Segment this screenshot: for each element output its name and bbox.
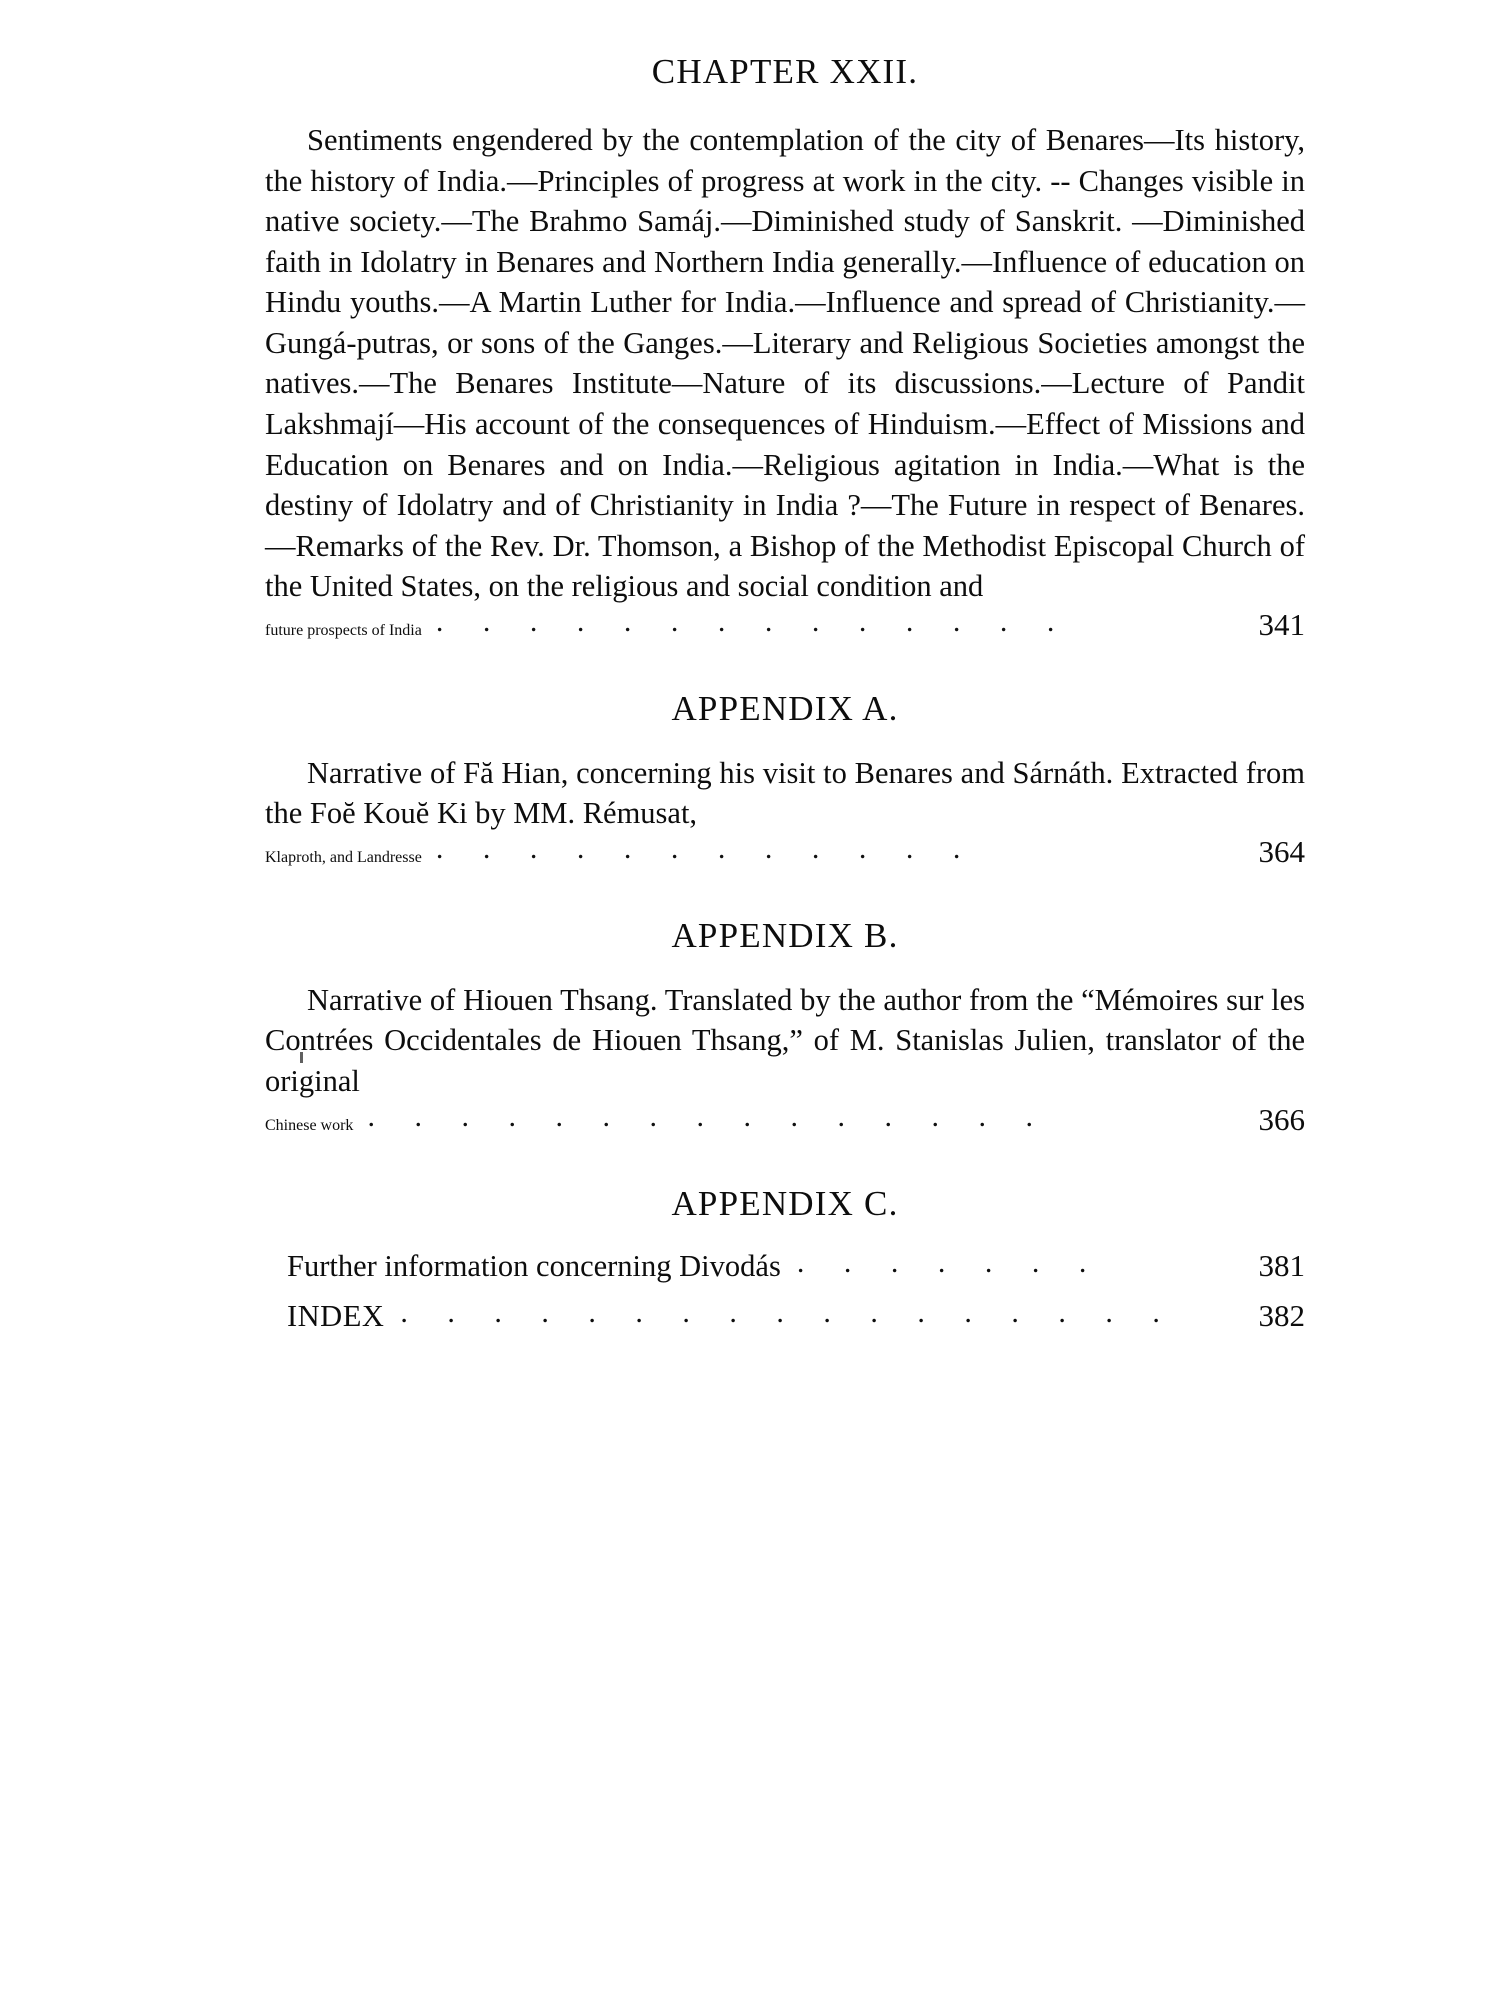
chapter-heading: CHAPTER XXII. (651, 52, 919, 91)
appendix-c-row-text: Further information concerning Divodás (287, 1248, 781, 1283)
appendix-a-text: Narrative of Fă Hian, concerning his visit to Benares and Sárnáth. Extracted from the Foĕ Kouĕ Ki by MM. Rémusat, (265, 755, 1305, 831)
appendix-c-row-page-number: 381 (1258, 1247, 1305, 1283)
chapter-entry-text: Sentiments engendered by the contemplation of the city of Benares—Its history, the history of India.—Principles of progress at work in the city. -- Changes visible in native society.—The Brahmo Samáj.—Diminished study of Sanskrit. —Diminished faith in Idolatry in Benares and Northern India generally.—Influence of education on Hindu youths.—A Martin Luther for India.—Influence and spread of Christianity.— Gungá-putras, or sons of the Ganges.—Literary and Religious Societies amongst the natives.—The Benares Institute—Nature of its discussions.—Lecture of Pandit Lakshmají—His account of the consequences of Hinduism.—Effect of Missions and Education on Benares and on India.—Religious agitation in India.—What is the destiny of Idolatry and of Christianity in India ?—The Future in respect of Benares.—Remarks of the Rev. Dr. Thomson, a Bishop of the Methodist Episcopal Church of the United States, on the religious and social condition and (265, 123, 1305, 604)
index-row (265, 1298, 1305, 1334)
appendix-c-row-divodas (265, 1248, 1305, 1284)
appendix-b-heading: APPENDIX B. (671, 915, 899, 955)
appendix-a-last-line (265, 834, 1305, 870)
index-row-text: INDEX (287, 1298, 385, 1333)
appendix-a-body (265, 753, 1305, 834)
appendix-a-entry (265, 753, 1305, 870)
leader-dots: . . . . . . . . . . . . (435, 833, 977, 864)
appendix-b-body (265, 980, 1305, 1102)
appendix-b-text: Narrative of Hiouen Thsang. Translated by the author from the “Mémoires sur les Contrées Occidentales de Hiouen Thsang,” of M. Stanislas Julien, translator of the original (265, 982, 1305, 1098)
leader-dots: . . . . . . . . . . . . . . . (367, 1101, 1049, 1132)
appendix-c-heading: APPENDIX C. (671, 1183, 899, 1223)
appendix-b-entry (265, 980, 1305, 1138)
chapter-entry-page-number: 341 (1258, 606, 1305, 642)
appendix-a-heading: APPENDIX A. (671, 688, 899, 728)
index-row-page-number: 382 (1258, 1297, 1305, 1333)
appendix-b-page-number: 366 (1258, 1101, 1305, 1137)
chapter-entry (265, 120, 1305, 643)
leader-dots: . . . . . . . (796, 1247, 1103, 1278)
appendix-b-tail: Chinese work (265, 1116, 354, 1134)
text-column (195, 52, 1305, 1334)
chapter-entry-last-line (265, 607, 1305, 643)
appendix-a-page-number: 364 (1258, 833, 1305, 869)
chapter-entry-body (265, 120, 1305, 607)
appendix-a-tail: Klaproth, and Landresse (265, 848, 422, 866)
appendix-b-last-line (265, 1102, 1305, 1138)
chapter-entry-tail: future prospects of India (265, 621, 422, 639)
leader-dots: . . . . . . . . . . . . . . . . . (400, 1297, 1176, 1328)
leader-dots: . . . . . . . . . . . . . . (435, 606, 1071, 637)
